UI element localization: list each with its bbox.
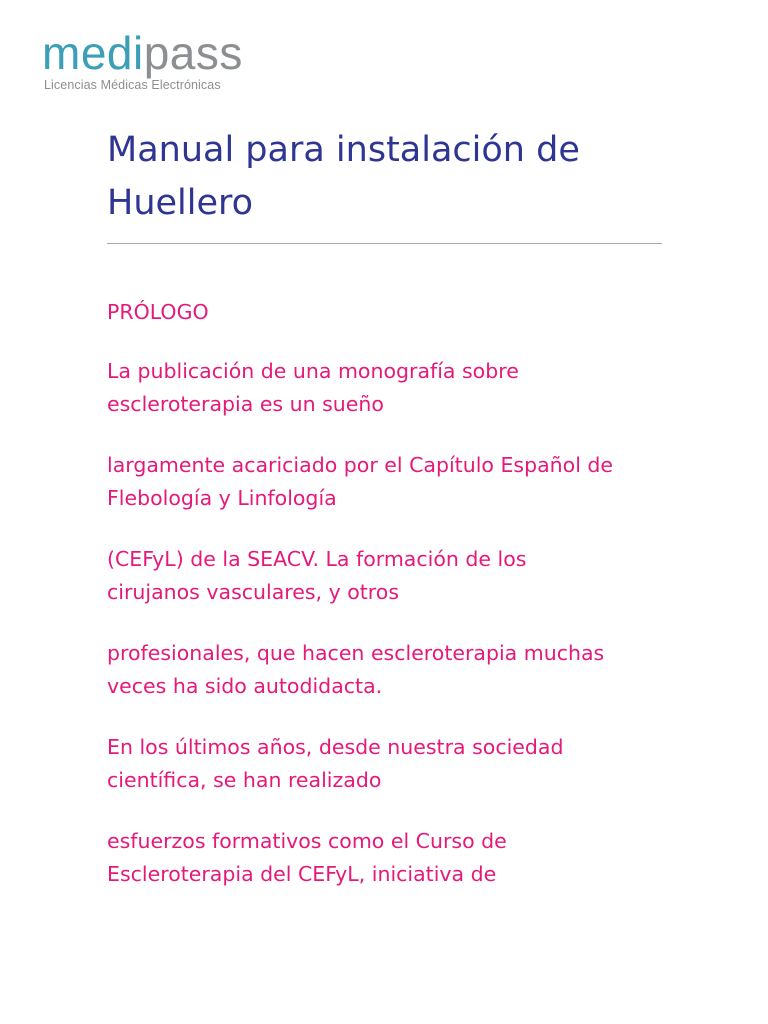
paragraph-line: (CEFyL) de la SEACV. La formación de los [107, 547, 527, 571]
paragraph [107, 825, 687, 891]
paragraph-line: largamente acariciado por el Capítulo Español de [107, 453, 614, 477]
paragraph-line: escleroterapia es un sueño [107, 392, 384, 416]
paragraph-line: Escleroterapia del CEFyL, iniciativa de [107, 862, 497, 886]
paragraph [107, 731, 687, 797]
document-body [107, 296, 687, 919]
document-title [107, 124, 667, 230]
title-divider [107, 243, 662, 244]
paragraph [107, 449, 687, 515]
logo-pass-text: pass [143, 27, 243, 79]
paragraph-line: veces ha sido autodidacta. [107, 674, 383, 698]
paragraph-line: cirujanos vasculares, y otros [107, 580, 400, 604]
logo-wordmark [42, 28, 302, 78]
paragraph [107, 355, 687, 421]
title-line-2: Huellero [107, 183, 254, 223]
title-line-1: Manual para instalación de [107, 130, 580, 170]
section-heading: PRÓLOGO [107, 300, 209, 324]
paragraph-line: científica, se han realizado [107, 768, 382, 792]
paragraph-line: Flebología y Linfología [107, 486, 337, 510]
medipass-logo [42, 28, 302, 92]
logo-tagline: Licencias Médicas Electrónicas [44, 78, 221, 92]
paragraph-line: En los últimos años, desde nuestra sociedad [107, 735, 564, 759]
paragraph-line: La publicación de una monografía sobre [107, 359, 519, 383]
paragraph-line: esfuerzos formativos como el Curso de [107, 829, 507, 853]
logo-medi-text: medi [42, 27, 144, 79]
paragraph [107, 543, 687, 609]
paragraph [107, 637, 687, 703]
paragraph-line: profesionales, que hacen escleroterapia muchas [107, 641, 605, 665]
